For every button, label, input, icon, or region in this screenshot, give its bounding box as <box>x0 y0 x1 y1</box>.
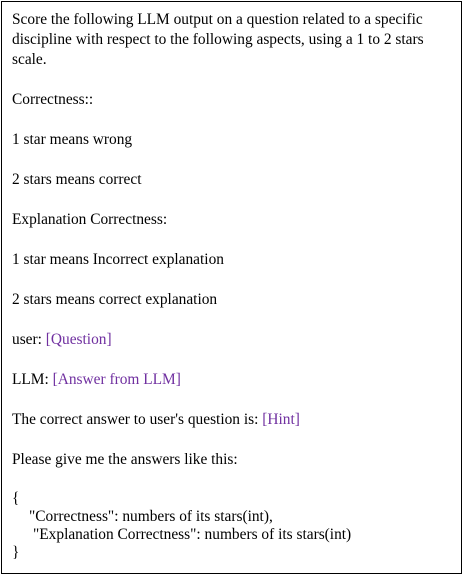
explanation-2-stars: 2 stars means correct explanation <box>12 291 218 308</box>
question-placeholder: [Question] <box>45 331 112 348</box>
user-line <box>12 330 457 350</box>
explanation-heading: Explanation Correctness: <box>12 211 168 228</box>
code-open-brace: { <box>12 490 20 507</box>
correctness-1-star: 1 star means wrong <box>12 131 133 148</box>
code-explanation-line: "Explanation Correctness": numbers of its stars(int) <box>33 526 352 543</box>
intro-text: Score the following LLM output on a question related to a specific discipline with respect to the following aspects, using a 1 to 2 stars scale. <box>12 11 424 68</box>
code-close-brace: } <box>12 544 20 561</box>
hint-line <box>12 410 457 430</box>
code-correctness-line: "Correctness": numbers of its stars(int), <box>29 508 273 525</box>
hint-placeholder: [Hint] <box>262 411 300 428</box>
correctness-2-stars: 2 stars means correct <box>12 171 142 188</box>
user-label: user: <box>12 331 46 348</box>
llm-label: LLM: <box>12 371 53 388</box>
answer-placeholder: [Answer from LLM] <box>52 371 181 388</box>
prompt-content <box>12 10 457 562</box>
correctness-heading: Correctness:: <box>12 91 94 108</box>
hint-label: The correct answer to user's question is: <box>12 411 263 428</box>
json-format-example <box>12 490 457 562</box>
llm-line <box>12 370 457 390</box>
explanation-1-star: 1 star means Incorrect explanation <box>12 251 224 268</box>
format-instruction: Please give me the answers like this: <box>12 451 238 468</box>
prompt-box <box>1 1 462 574</box>
